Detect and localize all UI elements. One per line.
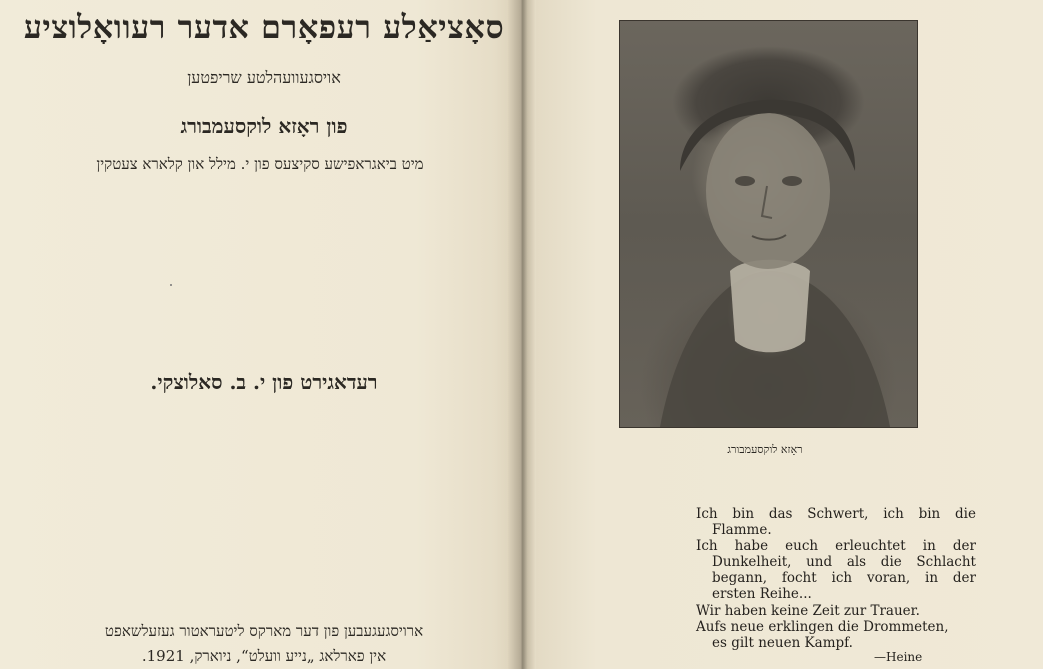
portrait-illustration xyxy=(620,21,917,427)
poem-signature: —Heine xyxy=(874,650,923,664)
editor-line: רעדאגירט פון י. ב. סאלוצקי. xyxy=(150,370,378,394)
book-subtitle: אויסגעוועהלטע שריפטען xyxy=(187,68,341,87)
publisher-line-2: אין פארלאג „נייע וועלט“, ניוארק, 1921. xyxy=(141,647,387,665)
poem-line: Aufs neue erklingen die Drommeten, xyxy=(696,618,949,635)
left-page xyxy=(0,0,520,669)
page-speck xyxy=(170,284,172,286)
poem-line: Flamme. xyxy=(712,522,772,539)
portrait-caption: ראָזא לוקסעמבורג xyxy=(727,443,803,456)
poem-line: Dunkelheit, und als die Schlacht xyxy=(712,554,976,571)
poem-line: Ich bin das Schwert, ich bin die xyxy=(696,506,976,522)
author-line: פון ראָזא לוקסעמבורג xyxy=(180,114,348,138)
poem-line: es gilt neuen Kampf. xyxy=(712,634,853,651)
book-gutter xyxy=(508,0,536,669)
publisher-line-1: ארויסגעגעבען פון דער מארקס ליטעראטור געזעלשאפט xyxy=(104,622,424,640)
book-title: סאָציאַלע רעפאָרם אדער רעוואָלוציע xyxy=(23,8,505,46)
bio-sketches-line: מיט ביאגראפישע סקיצעס פון י. מילל און קלארא צעטקין xyxy=(96,155,424,173)
poem-line: begann, focht ich voran, in der xyxy=(712,570,976,587)
poem-line: Ich habe euch erleuchtet in der xyxy=(696,538,976,555)
poem-line: Wir haben keine Zeit zur Trauer. xyxy=(696,602,920,619)
portrait-photo xyxy=(619,20,918,428)
epigraph-poem xyxy=(696,506,976,664)
poem-line: ersten Reihe... xyxy=(712,586,812,603)
